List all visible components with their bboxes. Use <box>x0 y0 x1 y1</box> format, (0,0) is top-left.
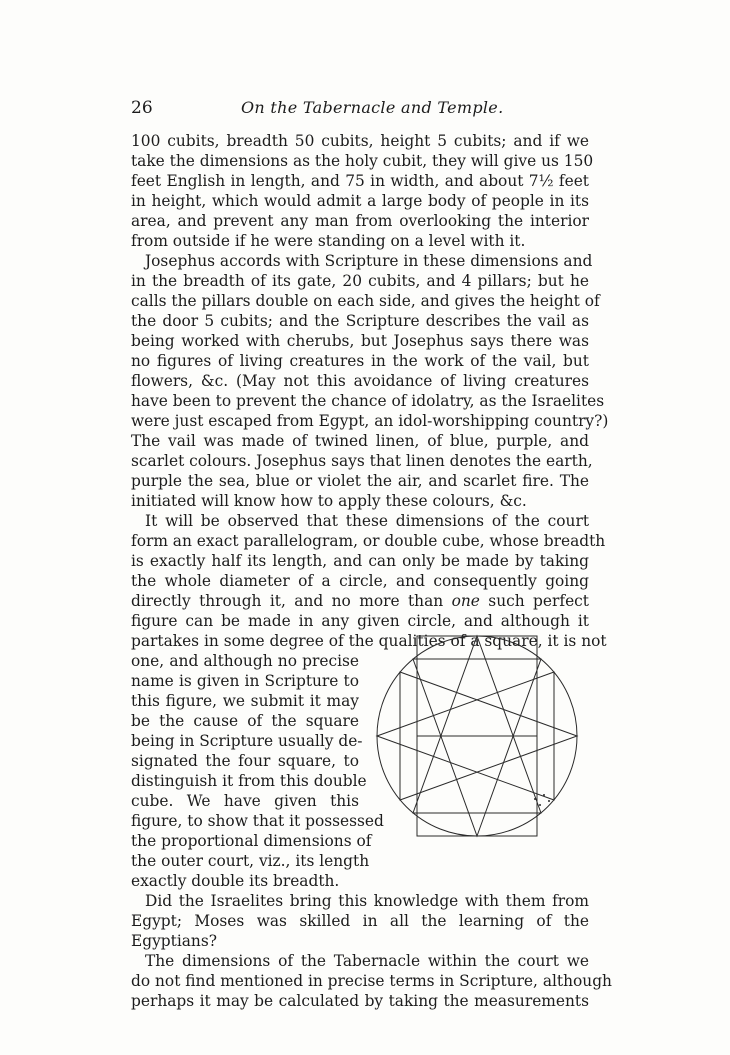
page-number: 26 <box>131 98 153 118</box>
text-line: the outer court, viz., its length <box>131 852 370 870</box>
text-line: figure can be made in any given circle, and although it <box>131 612 589 630</box>
text-line: no figures of living creatures in the work of the vail, but <box>131 352 589 370</box>
text-line: signated the four square, to <box>131 752 359 770</box>
text-line: partakes in some degree of the qualities of a square, it is not <box>131 632 607 650</box>
text-line: in height, which would admit a large body of people in its <box>131 192 589 210</box>
text-line: do not find mentioned in precise terms in Scripture, although <box>131 972 612 990</box>
text-line: Egyptians? <box>131 932 217 950</box>
text-line: area, and prevent any man from overlooking the interior <box>131 212 589 230</box>
text-line: calls the pillars double on each side, and gives the height of <box>131 292 600 310</box>
page-header <box>131 98 591 120</box>
text-line: the whole diameter of a circle, and consequently going <box>131 572 589 590</box>
text-line: perhaps it may be calculated by taking the measurements <box>131 992 589 1010</box>
text-line: initiated will know how to apply these colours, &c. <box>131 492 527 510</box>
text-line: 100 cubits, breadth 50 cubits, height 5 cubits; and if we <box>131 132 589 150</box>
text-line: The vail was made of twined linen, of blue, purple, and <box>131 432 589 450</box>
text-segment: such perfect <box>488 592 589 610</box>
text-line: scarlet colours. Josephus says that linen denotes the earth, <box>131 452 593 470</box>
text-line: have been to prevent the chance of idolatry, as the Israelites <box>131 392 605 410</box>
star-triangle-down <box>413 659 541 836</box>
text-line: name is given in Scripture to <box>131 672 359 690</box>
text-line: were just escaped from Egypt, an idol-worshipping country?) <box>131 412 609 430</box>
text-line: distinguish it from this double <box>131 772 367 790</box>
text-line: in the breadth of its gate, 20 cubits, and 4 pillars; but he <box>131 272 589 290</box>
text-line: Did the Israelites bring this knowledge with them from <box>145 892 589 910</box>
text-line: is exactly half its length, and can only be made by taking <box>131 552 589 570</box>
text-line: cube. We have given this <box>131 792 359 810</box>
text-line: form an exact parallelogram, or double cube, whose breadth <box>131 532 606 550</box>
text-line: being in Scripture usually de- <box>131 732 363 750</box>
text-line: figure, to show that it possessed <box>131 812 384 830</box>
text-line: Josephus accords with Scripture in these dimensions and <box>145 252 593 270</box>
text-line: this figure, we submit it may <box>131 692 359 710</box>
text-line <box>131 591 589 611</box>
text-line: being worked with cherubs, but Josephus says there was <box>131 332 589 350</box>
text-line: flowers, &c. (May not this avoidance of living creatures <box>131 372 589 390</box>
text-line: purple the sea, blue or violet the air, and scarlet fire. The <box>131 472 589 490</box>
text-segment: directly through it, and no more than <box>131 592 444 610</box>
text-line: the proportional dimensions of <box>131 832 372 850</box>
text-line: take the dimensions as the holy cubit, they will give us 150 <box>131 152 594 170</box>
circle-star-figure <box>367 633 587 839</box>
text-line: exactly double its breadth. <box>131 872 340 890</box>
text-line: from outside if he were standing on a level with it. <box>131 232 526 250</box>
text-line: Egypt; Moses was skilled in all the learning of the <box>131 912 589 930</box>
emphasis-one: one <box>451 592 480 610</box>
star-triangle-up <box>413 636 541 813</box>
text-line: It will be observed that these dimensions of the court <box>145 512 589 530</box>
text-line: feet English in length, and 75 in width, and about 7½ feet <box>131 172 589 190</box>
text-line: The dimensions of the Tabernacle within the court we <box>145 952 589 970</box>
text-line: be the cause of the square <box>131 712 359 730</box>
running-title: On the Tabernacle and Temple. <box>241 98 504 117</box>
figure-svg <box>367 633 587 839</box>
text-line: the door 5 cubits; and the Scripture describes the vail as <box>131 312 589 330</box>
text-line: one, and although no precise <box>131 652 359 670</box>
